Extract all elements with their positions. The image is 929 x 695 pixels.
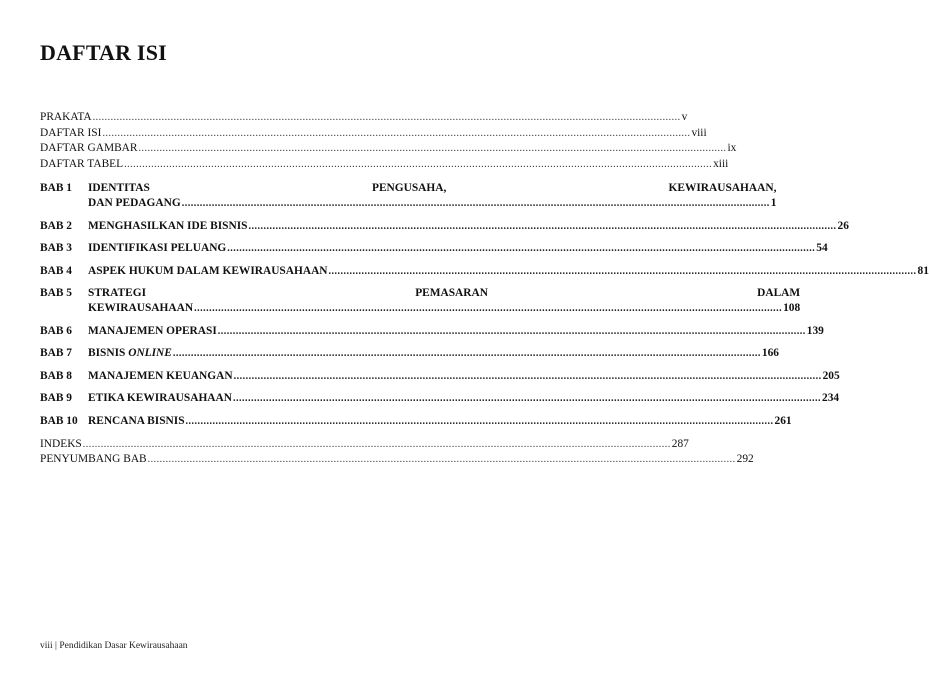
- front-matter-list: [40, 110, 737, 172]
- chapter-number: BAB 6: [40, 324, 72, 337]
- entry-page: xiii: [713, 157, 729, 170]
- entry-page: viii: [691, 126, 707, 139]
- chapter-page: 54: [816, 242, 828, 255]
- entry-label: DAFTAR ISI: [40, 126, 102, 139]
- footer-separator: |: [55, 641, 57, 651]
- chapter-title-line1: IDENTITAS PENGUSAHA, KEWIRAUSAHAAN,: [88, 182, 777, 195]
- chapter-title: MANAJEMEN KEUANGAN: [88, 369, 233, 382]
- toc-entry-bab-6[interactable]: [40, 324, 824, 340]
- dot-leader: [329, 265, 917, 280]
- chapter-page: 234: [822, 392, 840, 405]
- chapter-title: DAN PEDAGANG: [88, 196, 181, 209]
- toc-entry-bab-3[interactable]: [40, 241, 828, 257]
- dot-leader: [102, 127, 690, 142]
- toc-entry-daftar-isi[interactable]: [40, 126, 707, 142]
- page-footer: [40, 641, 188, 651]
- footer-book-title: Pendidikan Dasar Kewirausahaan: [59, 641, 188, 651]
- toc-entry-daftar-tabel[interactable]: [40, 157, 729, 173]
- dot-leader: [182, 197, 770, 212]
- dot-leader: [173, 347, 761, 362]
- chapter-title: RENCANA BISNIS: [88, 414, 185, 427]
- chapter-page: 108: [783, 301, 801, 314]
- toc-entry-bab-8[interactable]: [40, 369, 840, 385]
- chapter-number: BAB 7: [40, 347, 72, 360]
- toc-entry-prakata[interactable]: [40, 110, 688, 126]
- chapter-page: 26: [837, 219, 849, 232]
- chapter-title: BISNIS ONLINE: [88, 347, 172, 360]
- chapter-title-italic: ONLINE: [128, 347, 172, 360]
- toc-entry-bab-7[interactable]: [40, 346, 779, 362]
- toc-entry-bab-2[interactable]: [40, 219, 849, 235]
- table-of-contents: [40, 110, 929, 468]
- entry-page: v: [681, 111, 688, 123]
- dot-leader: [249, 220, 837, 235]
- chapter-title: ASPEK HUKUM DALAM KEWIRAUSAHAAN: [88, 264, 328, 277]
- toc-entry-bab-10[interactable]: [40, 414, 792, 430]
- toc-entry-bab-5[interactable]: [40, 286, 801, 316]
- chapter-number: BAB 3: [40, 242, 72, 255]
- chapter-number: BAB 2: [40, 219, 72, 232]
- dot-leader: [139, 142, 727, 157]
- chapter-title: KEWIRAUSAHAAN: [88, 301, 194, 314]
- footer-page-number: viii: [40, 641, 53, 651]
- chapter-number: BAB 5: [40, 287, 72, 300]
- dot-leader: [124, 158, 712, 173]
- chapter-title: MENGHASILKAN IDE BISNIS: [88, 219, 248, 232]
- back-matter-list: [40, 437, 754, 468]
- entry-label: DAFTAR TABEL: [40, 157, 124, 170]
- chapter-number: BAB 8: [40, 369, 72, 382]
- chapter-title: MANAJEMEN OPERASI: [88, 324, 217, 337]
- dot-leader: [227, 242, 815, 257]
- toc-entry-penyumbang-bab[interactable]: [40, 452, 754, 468]
- chapter-page: 261: [774, 414, 792, 427]
- chapter-page: 1: [770, 196, 777, 209]
- toc-entry-indeks[interactable]: [40, 437, 689, 453]
- page-title: DAFTAR ISI: [40, 40, 167, 65]
- chapter-number: BAB 9: [40, 392, 72, 405]
- toc-entry-bab-4[interactable]: [40, 264, 929, 280]
- dot-leader: [194, 302, 782, 317]
- chapter-page: 166: [761, 347, 779, 360]
- chapter-page: 81: [917, 264, 929, 277]
- dot-leader: [93, 111, 681, 126]
- chapter-title-line1: STRATEGI PEMASARAN DALAM: [88, 287, 801, 300]
- dot-leader: [233, 392, 821, 407]
- entry-page: ix: [727, 142, 737, 155]
- dot-leader: [234, 370, 822, 385]
- entry-label: PENYUMBANG BAB: [40, 453, 147, 466]
- entry-page: 287: [671, 437, 689, 450]
- chapter-page: 205: [822, 369, 840, 382]
- chapter-number: BAB 10: [40, 414, 78, 427]
- dot-leader: [148, 453, 736, 468]
- chapter-number: BAB 1: [40, 182, 72, 195]
- toc-entry-bab-9[interactable]: [40, 391, 840, 407]
- toc-entry-daftar-gambar[interactable]: [40, 141, 737, 157]
- chapter-number: BAB 4: [40, 264, 72, 277]
- toc-entry-bab-1[interactable]: [40, 181, 777, 211]
- chapter-page: 139: [806, 324, 824, 337]
- chapter-list: [40, 181, 929, 429]
- dot-leader: [186, 415, 774, 430]
- entry-label: INDEKS: [40, 437, 82, 450]
- chapter-title: IDENTIFIKASI PELUANG: [88, 242, 227, 255]
- entry-page: 292: [736, 453, 754, 466]
- dot-leader: [83, 438, 671, 453]
- entry-label: PRAKATA: [40, 111, 92, 123]
- chapter-title: ETIKA KEWIRAUSAHAAN: [88, 392, 232, 405]
- entry-label: DAFTAR GAMBAR: [40, 142, 138, 155]
- dot-leader: [218, 325, 806, 340]
